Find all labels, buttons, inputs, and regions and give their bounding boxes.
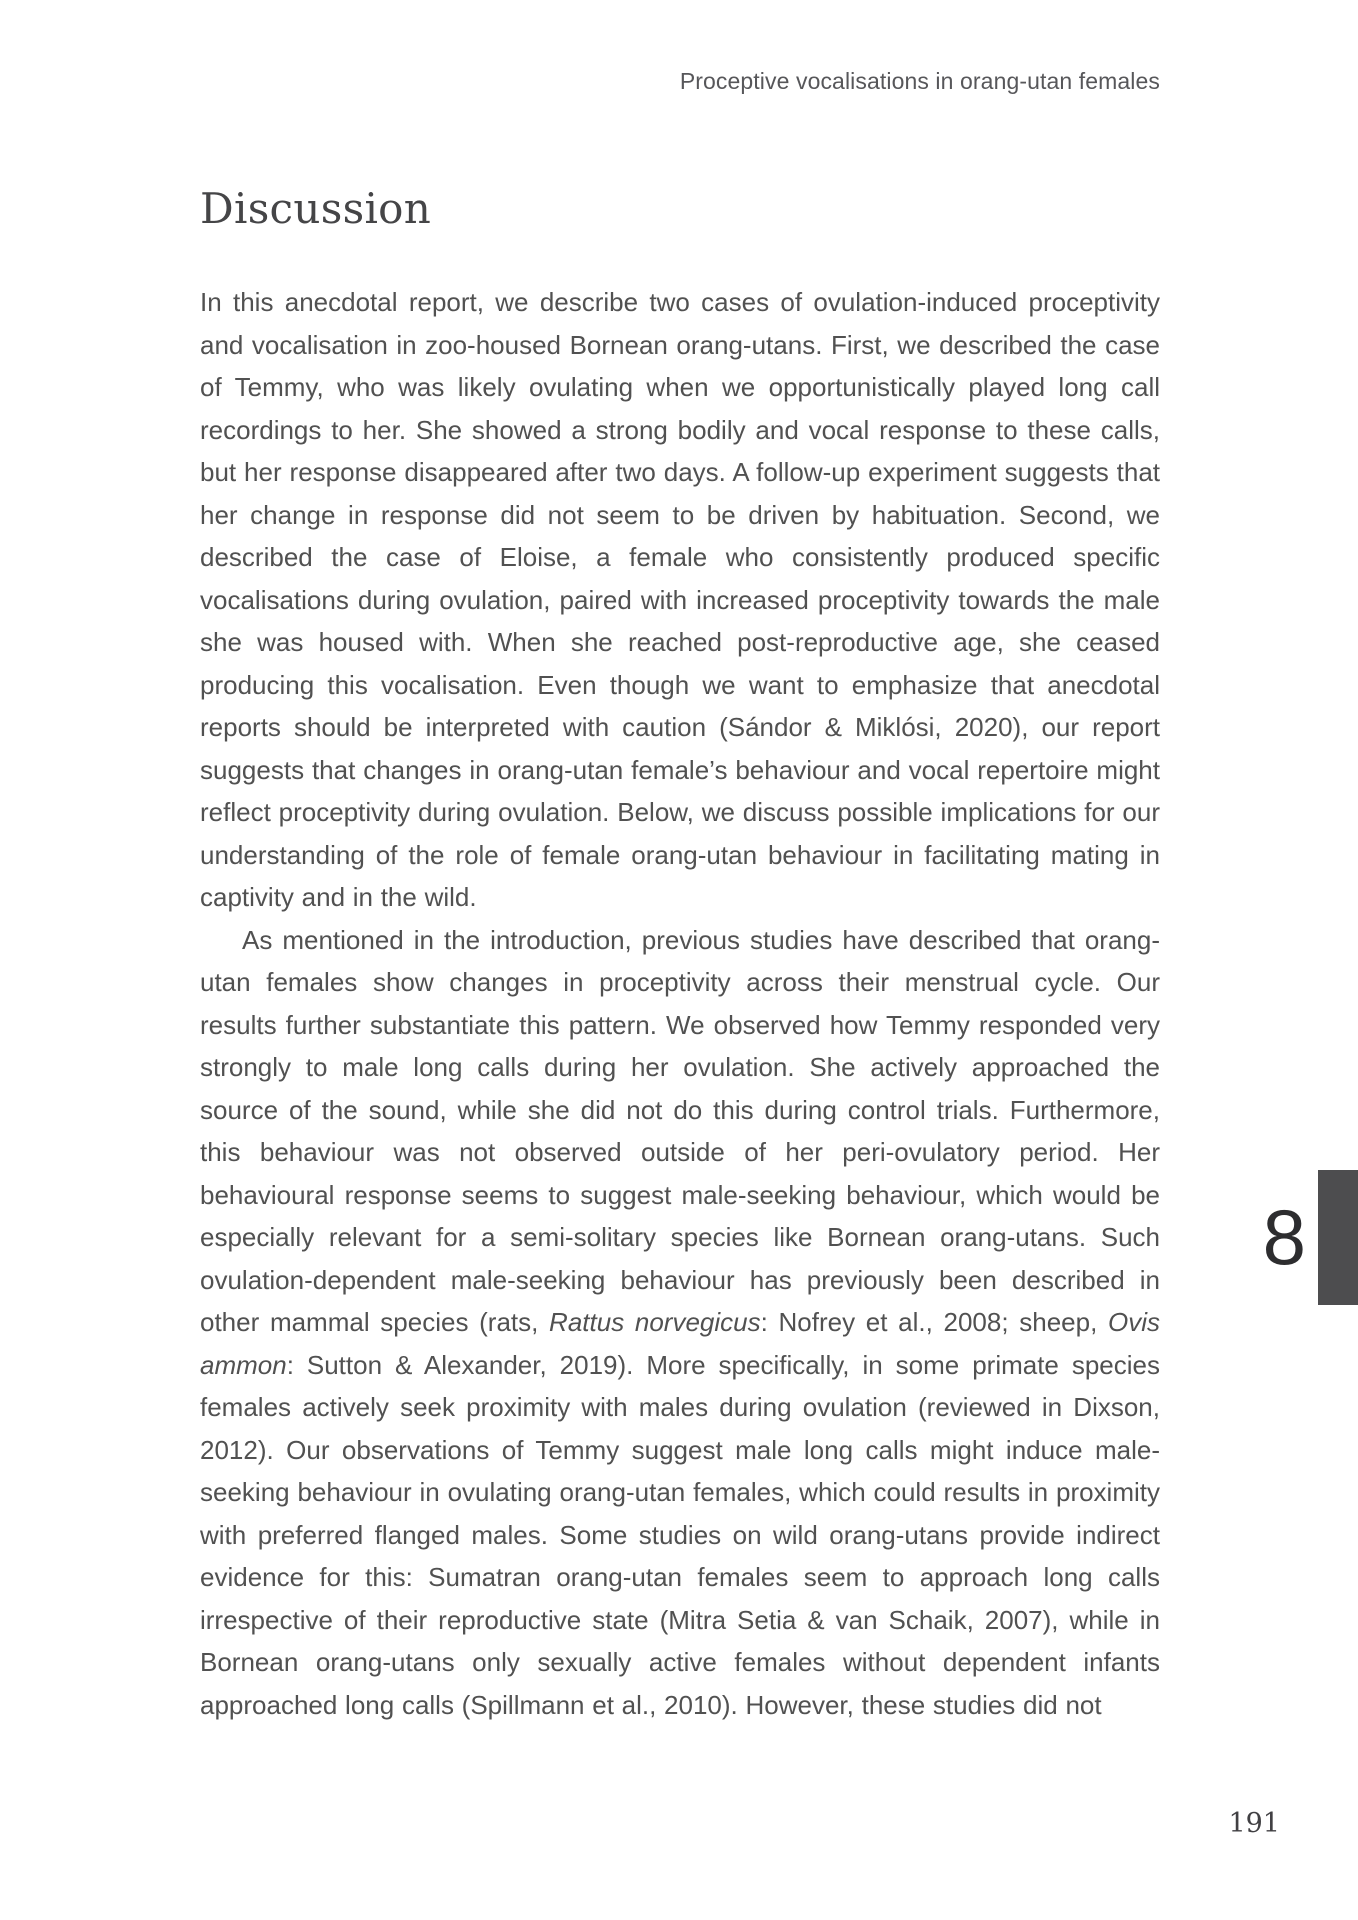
running-header: Proceptive vocalisations in orang-utan females [679,68,1160,94]
text-segment: In this anecdotal report, we describe two cases of ovulation-induced proceptivity and vocalisation in zoo-housed Bornean orang-utans. First, we described the case of Temmy, who was likely ovulating when we opportunistically played long call recordings to her. She showed a strong bodily and vocal response to these calls, but her response disappeared after two days. A follow-up experiment suggests that her change in response did not seem to be driven by habituation. Second, we described the case of Eloise, a female who consistently produced specific vocalisations during ovulation, paired with increased proceptivity towards the male she was housed with. When she reached post-reproductive age, she ceased producing this vocalisation. Even though we want to emphasize that anecdotal reports should be interpreted with caution (Sándor & Miklósi, 2020), our report suggests that changes in orang-utan female’s behaviour and vocal repertoire might reflect proceptivity during ovulation. Below, we discuss possible implications for our understanding of the role of female orang-utan behaviour in facilitating mating in captivity and in the wild. [200,287,1160,912]
chapter-tab [1318,1170,1358,1305]
page-number: 191 [1228,1808,1280,1839]
text-segment: As mentioned in the introduction, previous studies have described that orang-utan females show changes in proceptivity across their menstrual cycle. Our results further substantiate this pattern. We observed how Temmy responded very strongly to male long calls during her ovulation. She actively approached the source of the sound, while she did not do this during control trials. Furthermore, this behaviour was not observed outside of her peri-ovulatory period. Her behavioural response seems to suggest male-seeking behaviour, which would be especially relevant for a semi-solitary species like Bornean orang-utans. Such ovulation-dependent male-seeking behaviour has previously been described in other mammal species (rats, [200,924,1160,1337]
paragraph [200,281,1160,919]
chapter-number: 8 [1262,1193,1306,1281]
text-segment: : Nofrey et al., 2008; sheep, [760,1307,1108,1337]
species-name-italic: Ovis ammon [200,1307,1160,1380]
species-name-italic: Rattus norvegicus [549,1307,761,1337]
body-text [200,281,1160,1726]
paragraph [200,919,1160,1727]
text-segment: : Sutton & Alexander, 2019). More specifically, in some primate species females actively seek proximity with males during ovulation (reviewed in Dixson, 2012). Our observations of Temmy suggest male long calls might induce male-seeking behaviour in ovulating orang-utan females, which could results in proximity with preferred flanged males. Some studies on wild orang-utans provide indirect evidence for this: Sumatran orang-utan females seem to approach long calls irrespective of their reproductive state (Mitra Setia & van Schaik, 2007), while in Bornean orang-utans only sexually active females without dependent infants approached long calls (Spillmann et al., 2010). However, these studies did not [200,1349,1160,1720]
section-title: Discussion [200,184,432,233]
